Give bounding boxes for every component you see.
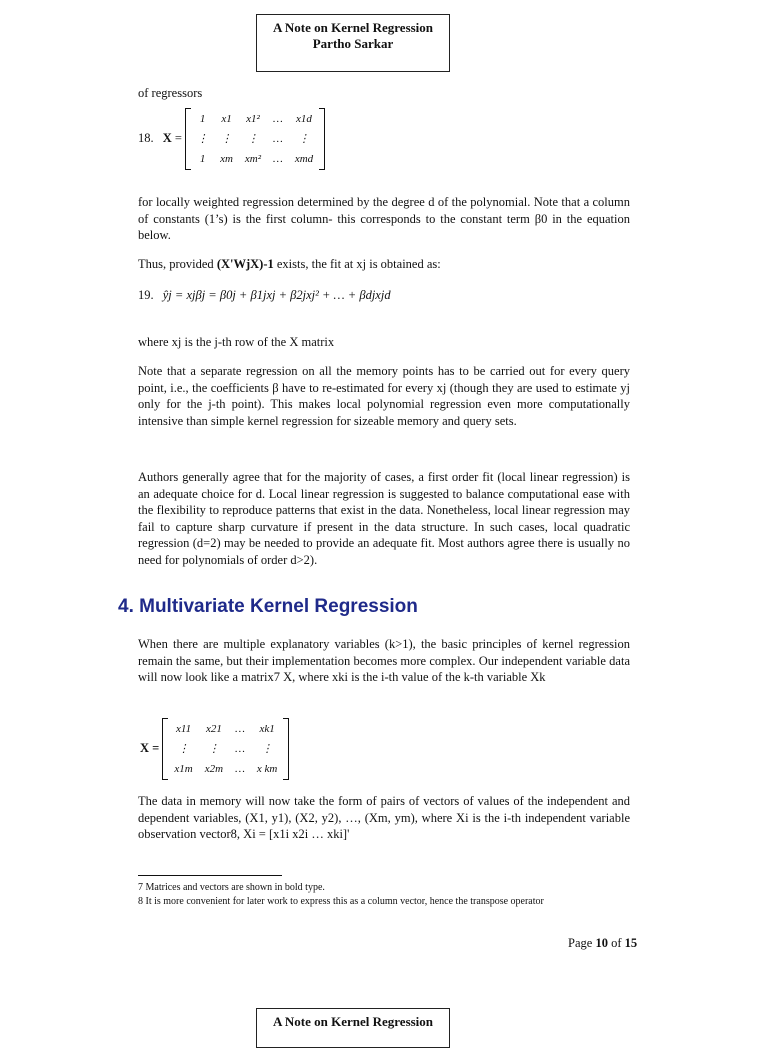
next-page-header-box bbox=[256, 1008, 450, 1048]
matx-matrix bbox=[162, 718, 289, 780]
text-of-regressors: of regressors bbox=[138, 86, 203, 100]
header-title: A Note on Kernel Regression bbox=[272, 20, 434, 35]
matrix-cell: 1 bbox=[199, 113, 206, 125]
matrix-cell: x11 bbox=[176, 723, 192, 735]
matrix-cell: ⋮ bbox=[197, 133, 209, 145]
paragraph-thus-provided bbox=[138, 256, 630, 273]
matrix-cell: x1d bbox=[296, 113, 312, 125]
matrix-cell: … bbox=[235, 743, 245, 755]
paragraph-locally-weighted: for locally weighted regression determined by the degree d of the polynomial. Note that a column of constants (1’s) is the first column- this corresponds to the constant term β0 in the equation below. bbox=[138, 195, 630, 243]
equation-18: 18. X = 1 x1 x1² … x1d ⋮ ⋮ ⋮ … ⋮ 1 xm xm² … xmd bbox=[138, 108, 325, 170]
eq19-expression: ŷj = xjβj = β0j + β1jxj + β2jxj² + … + βdjxjd bbox=[162, 288, 391, 302]
matrix-cell: ⋮ bbox=[208, 743, 220, 755]
eq18-label: 18. bbox=[138, 130, 154, 145]
eq18-matrix bbox=[185, 108, 325, 170]
matrix-cell: ⋮ bbox=[298, 133, 310, 145]
matrix-cell: … bbox=[273, 133, 283, 145]
matrix-cell: x km bbox=[256, 763, 278, 775]
matrix-cell: … bbox=[235, 723, 245, 735]
paragraph-pairs-of-vectors: The data in memory will now take the form of pairs of vectors of values of the independent and dependent variables, (X1, y1), (X2, y2), …, (Xm, ym), where Xi is the i-th independent variable observation vector8, Xi = [x1i x2i … xki]' bbox=[138, 794, 630, 842]
header-author: Partho Sarkar bbox=[312, 36, 394, 51]
page-current: 10 bbox=[595, 936, 608, 950]
matrix-cell: … bbox=[235, 763, 245, 775]
footnote-divider bbox=[138, 875, 282, 876]
matrix-cell: … bbox=[273, 153, 283, 165]
matrix-cell: x21 bbox=[205, 723, 222, 735]
matrix-cell: xm bbox=[220, 153, 233, 165]
footnote-7: 7 Matrices and vectors are shown in bold type. bbox=[138, 882, 325, 893]
matrix-cell: x2m bbox=[204, 763, 224, 775]
matrix-x-display bbox=[140, 718, 289, 780]
p2-suffix: exists, the fit at xj is obtained as: bbox=[276, 257, 441, 271]
eq18-lhs: X bbox=[162, 130, 172, 145]
matrix-cell: ⋮ bbox=[261, 743, 273, 755]
matrix-cell: ⋮ bbox=[247, 133, 259, 145]
page-total: 15 bbox=[624, 936, 638, 950]
matrix-cell: … bbox=[273, 113, 283, 125]
matrix-cell: xmd bbox=[294, 153, 314, 165]
matrix-cell: 1 bbox=[199, 153, 206, 165]
paragraph-multiple-variables: When there are multiple explanatory variables (k>1), the basic principles of kernel regression remain the same, but their implementation becomes more complex. Our independent variable data will now look like a matrix7 X, where xki is the i-th value of the k-th variable Xk bbox=[138, 637, 630, 685]
equation-19 bbox=[138, 288, 391, 303]
paragraph-where-xj: where xj is the j-th row of the X matrix bbox=[138, 335, 335, 349]
matrix-cell: xm² bbox=[244, 153, 262, 165]
section-heading: 4. Multivariate Kernel Regression bbox=[118, 596, 418, 617]
page-number bbox=[568, 936, 637, 951]
page-prefix: Page bbox=[568, 936, 593, 950]
eq19-label: 19. bbox=[138, 288, 154, 302]
next-header-title: A Note on Kernel Regression bbox=[272, 1014, 434, 1029]
matrix-cell: ⋮ bbox=[221, 133, 232, 145]
page-of: of bbox=[611, 936, 622, 950]
matrix-cell: x1 bbox=[221, 113, 232, 125]
page-header-box bbox=[256, 14, 450, 72]
matrix-cell: x1² bbox=[246, 113, 260, 125]
matrix-cell: xk1 bbox=[259, 723, 275, 735]
matrix-cell: x1m bbox=[174, 763, 193, 775]
matrix-cell: ⋮ bbox=[178, 743, 190, 755]
footnote-8: 8 It is more convenient for later work to express this as a column vector, hence the transpose operator bbox=[138, 896, 544, 907]
p2-expression: (X'WjX)-1 bbox=[216, 257, 274, 271]
matx-lhs: X = bbox=[140, 740, 160, 755]
p2-prefix: Thus, provided bbox=[138, 257, 214, 271]
paragraph-authors-agree: Authors generally agree that for the majority of cases, a first order fit (local linear regression) is an adequate choice for d. Local linear regression is suggested to balance computational ease with the flexibility to reproduce patterns that exist in the data. Nonetheless, local linear regression may fail to capture sharp curvature if present in the data structure. In such cases, local quadratic regression (d=2) may be needed to provide an adequate fit. Most authors agree there is usually no need for polynomials of order d>2). bbox=[138, 470, 630, 567]
paragraph-note-separate: Note that a separate regression on all the memory points has to be carried out for every query point, i.e., the coefficients β have to re-estimated for every xj (though they are used to estimate yj only for the j-th point). This makes local polynomial regression even more computationally intensive than simple kernel regression for sizeable memory and query sets. bbox=[138, 364, 630, 428]
